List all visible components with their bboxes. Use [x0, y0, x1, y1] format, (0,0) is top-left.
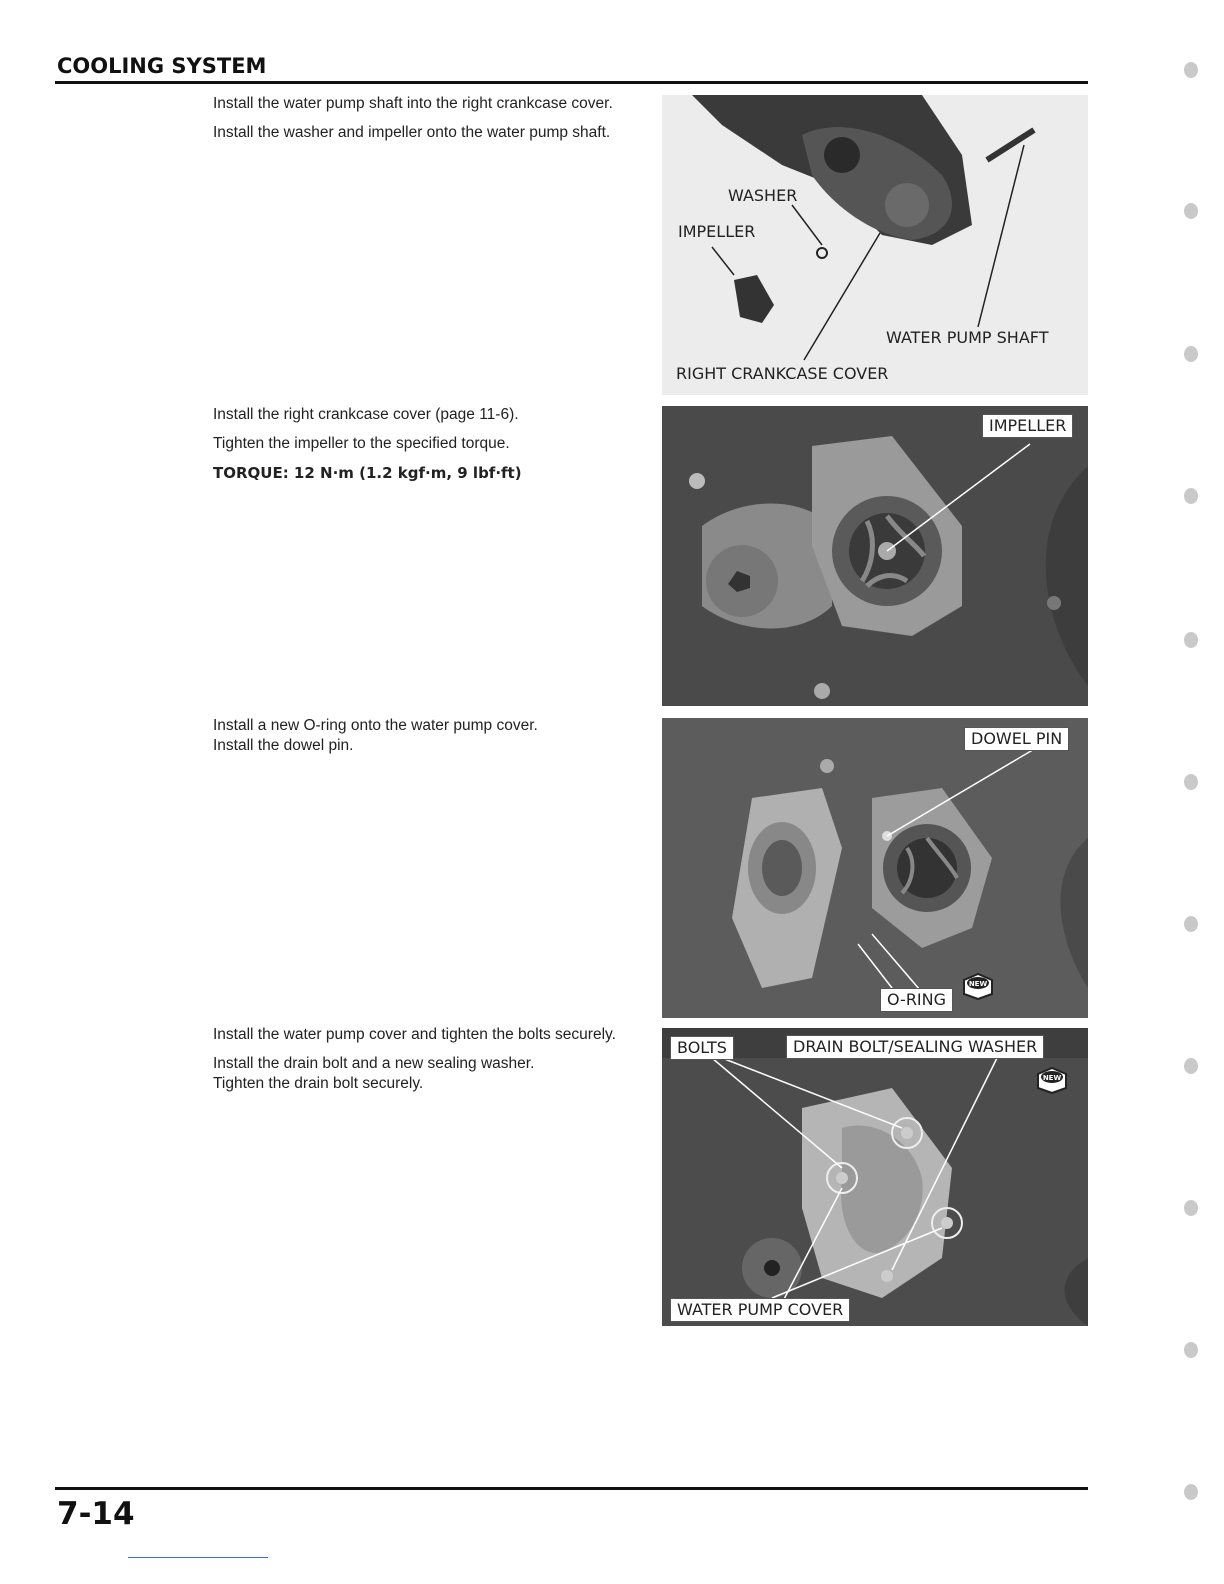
impeller-callout: IMPELLER	[982, 414, 1073, 438]
binder-hole	[1184, 1342, 1198, 1358]
binder-hole	[1184, 1200, 1198, 1216]
page-number: 7-14	[57, 1496, 135, 1532]
step-3-paragraph-1: Install a new O-ring onto the water pump cover.	[213, 717, 538, 734]
step-2-paragraph-1: Install the right crankcase cover (page 11-6).	[213, 406, 519, 423]
impeller-installed-photo	[662, 406, 1088, 706]
figure-water-pump-parts	[662, 95, 1088, 395]
new-part-icon	[960, 970, 996, 1000]
drain-bolt-sealing-washer-callout: DRAIN BOLT/SEALING WASHER	[786, 1035, 1044, 1059]
right-crankcase-cover-label: RIGHT CRANKCASE COVER	[676, 364, 889, 383]
header-rule	[55, 81, 1088, 84]
bolts-callout: BOLTS	[670, 1036, 734, 1060]
binder-hole	[1184, 916, 1198, 932]
o-ring-callout: O-RING	[880, 988, 953, 1012]
svg-text:NEW: NEW	[968, 980, 988, 988]
binder-hole	[1184, 488, 1198, 504]
dowel-pin-callout: DOWEL PIN	[964, 727, 1069, 751]
step-1-paragraph-1: Install the water pump shaft into the right crankcase cover.	[213, 95, 613, 112]
binder-hole	[1184, 203, 1198, 219]
binder-hole	[1184, 1058, 1198, 1074]
water-pump-shaft-label: WATER PUMP SHAFT	[886, 328, 1049, 347]
water-pump-parts-photo	[662, 95, 1088, 395]
binder-hole	[1184, 774, 1198, 790]
new-part-icon	[1034, 1064, 1070, 1094]
footer-accent-line	[128, 1557, 268, 1558]
figure-oring-dowel	[662, 718, 1088, 1018]
torque-spec: TORQUE: 12 N·m (1.2 kgf·m, 9 lbf·ft)	[213, 464, 522, 482]
oring-dowel-photo	[662, 718, 1088, 1018]
step-4-paragraph-3: Tighten the drain bolt securely.	[213, 1075, 424, 1092]
section-title: COOLING SYSTEM	[57, 54, 267, 78]
water-pump-cover-callout: WATER PUMP COVER	[670, 1298, 850, 1322]
step-2-paragraph-2: Tighten the impeller to the specified torque.	[213, 435, 510, 452]
footer-rule	[55, 1487, 1088, 1490]
washer-label: WASHER	[728, 186, 798, 205]
step-4-paragraph-1: Install the water pump cover and tighten the bolts securely.	[213, 1026, 616, 1043]
binder-hole	[1184, 632, 1198, 648]
step-4-text	[213, 1025, 653, 1094]
binder-hole	[1184, 1484, 1198, 1500]
step-1-text	[213, 94, 653, 152]
step-1-paragraph-2: Install the washer and impeller onto the water pump shaft.	[213, 124, 611, 141]
svg-text:NEW: NEW	[1042, 1074, 1062, 1082]
step-3-paragraph-2: Install the dowel pin.	[213, 737, 354, 754]
step-2-text	[213, 405, 653, 492]
binder-hole	[1184, 346, 1198, 362]
figure-pump-cover-bolts	[662, 1028, 1088, 1326]
figure-impeller-installed	[662, 406, 1088, 706]
binder-hole	[1184, 62, 1198, 78]
impeller-label: IMPELLER	[678, 222, 756, 241]
pump-cover-bolts-photo	[662, 1028, 1088, 1326]
step-4-paragraph-2: Install the drain bolt and a new sealing washer.	[213, 1055, 535, 1072]
step-3-text	[213, 716, 653, 756]
